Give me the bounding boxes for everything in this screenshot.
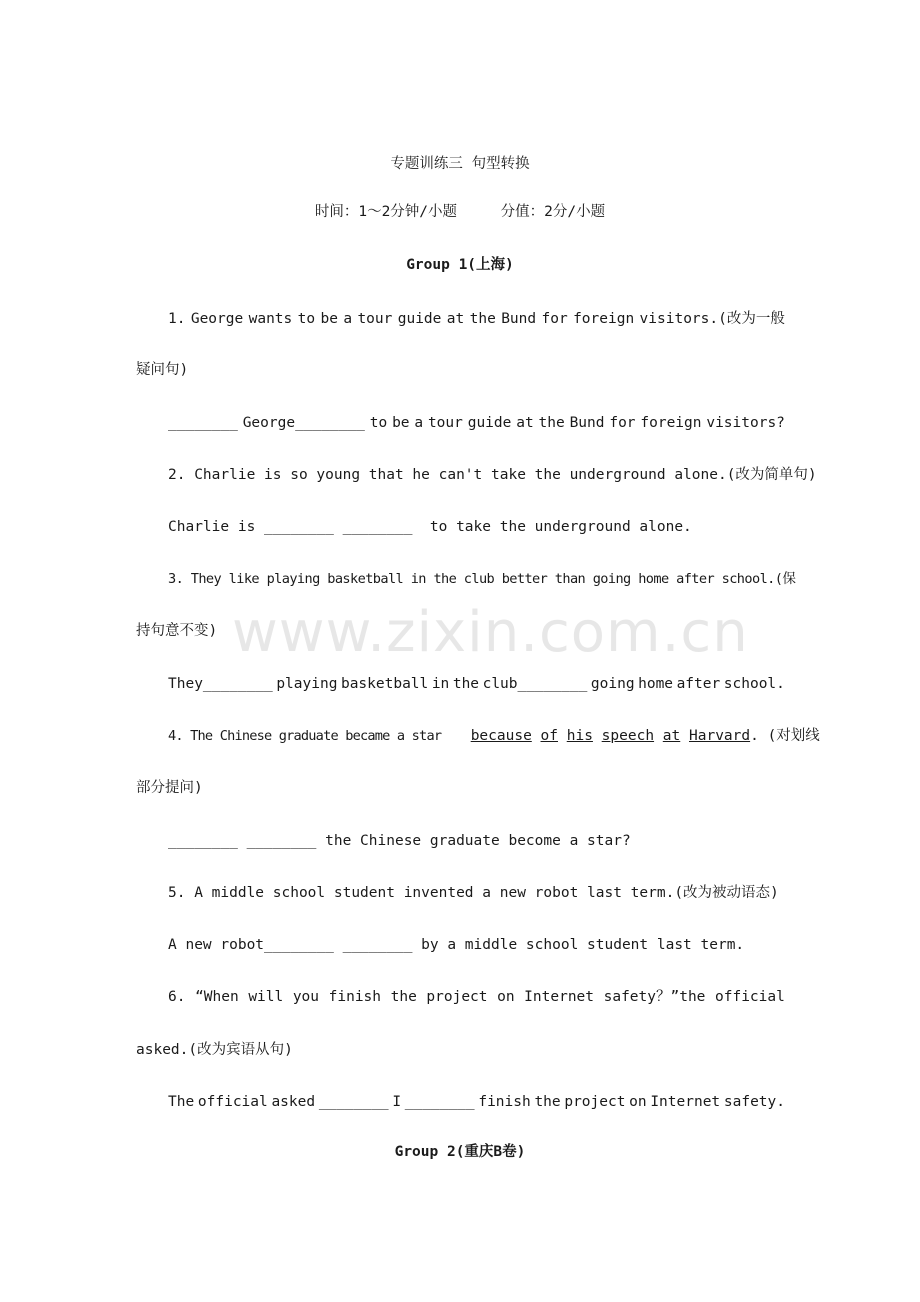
page-title: 专题训练三 句型转换 (390, 156, 530, 172)
q4-underlined-word: at (662, 728, 681, 744)
q3-prompt-cont: 持句意不变) (136, 623, 218, 639)
q6-prompt: 6. “When will you finish the project on Internet safety？”the official (168, 989, 785, 1005)
q4-underlined-word: because (470, 728, 532, 744)
q4-prompt-cont: 部分提问) (136, 780, 203, 796)
q6-prompt-cont: asked.(改为宾语从句) (136, 1042, 293, 1058)
q1-prompt: 1. George wants to be a tour guide at the Bund for foreign visitors.(改为一般 (168, 311, 785, 327)
q4-prompt: 4. The Chinese graduate became a star because of his speech at Harvard. (对划线 (168, 728, 820, 744)
q6-answer-line: The official asked ________ I ________ finish the project on Internet safety. (168, 1094, 785, 1110)
q3-answer-line: They________ playing basketball in the club________ going home after school. (168, 676, 785, 692)
page-subtitle: 时间：1～2分钟/小题 分值：2分/小题 (314, 204, 606, 220)
q2-prompt: 2. Charlie is so young that he can't take the underground alone.(改为简单句) (168, 467, 817, 483)
q4-underlined-word: his (566, 728, 593, 744)
watermark: www.zixin.com.cn (232, 600, 749, 665)
q4-underlined-word: Harvard (689, 728, 751, 744)
q4-answer-line: ________ ________ the Chinese graduate become a star? (168, 833, 631, 849)
q2-answer-line: Charlie is ________ ________ to take the underground alone. (168, 519, 692, 535)
q5-answer-line: A new robot________ ________ by a middle school student last term. (168, 937, 745, 953)
q4-underlined-word: speech (601, 728, 655, 744)
q3-prompt: 3. They like playing basketball in the club better than going home after school.(保 (168, 571, 796, 587)
group1-heading: Group 1(上海) (406, 257, 514, 273)
q4-underlined-word: of (540, 728, 558, 744)
q1-prompt-cont: 疑问句) (136, 362, 189, 378)
group2-heading: Group 2(重庆B卷) (394, 1144, 526, 1160)
q1-answer-line: ________ George________ to be a tour guide at the Bund for foreign visitors? (168, 415, 785, 431)
q5-prompt: 5. A middle school student invented a new robot last term.(改为被动语态) (168, 885, 779, 901)
